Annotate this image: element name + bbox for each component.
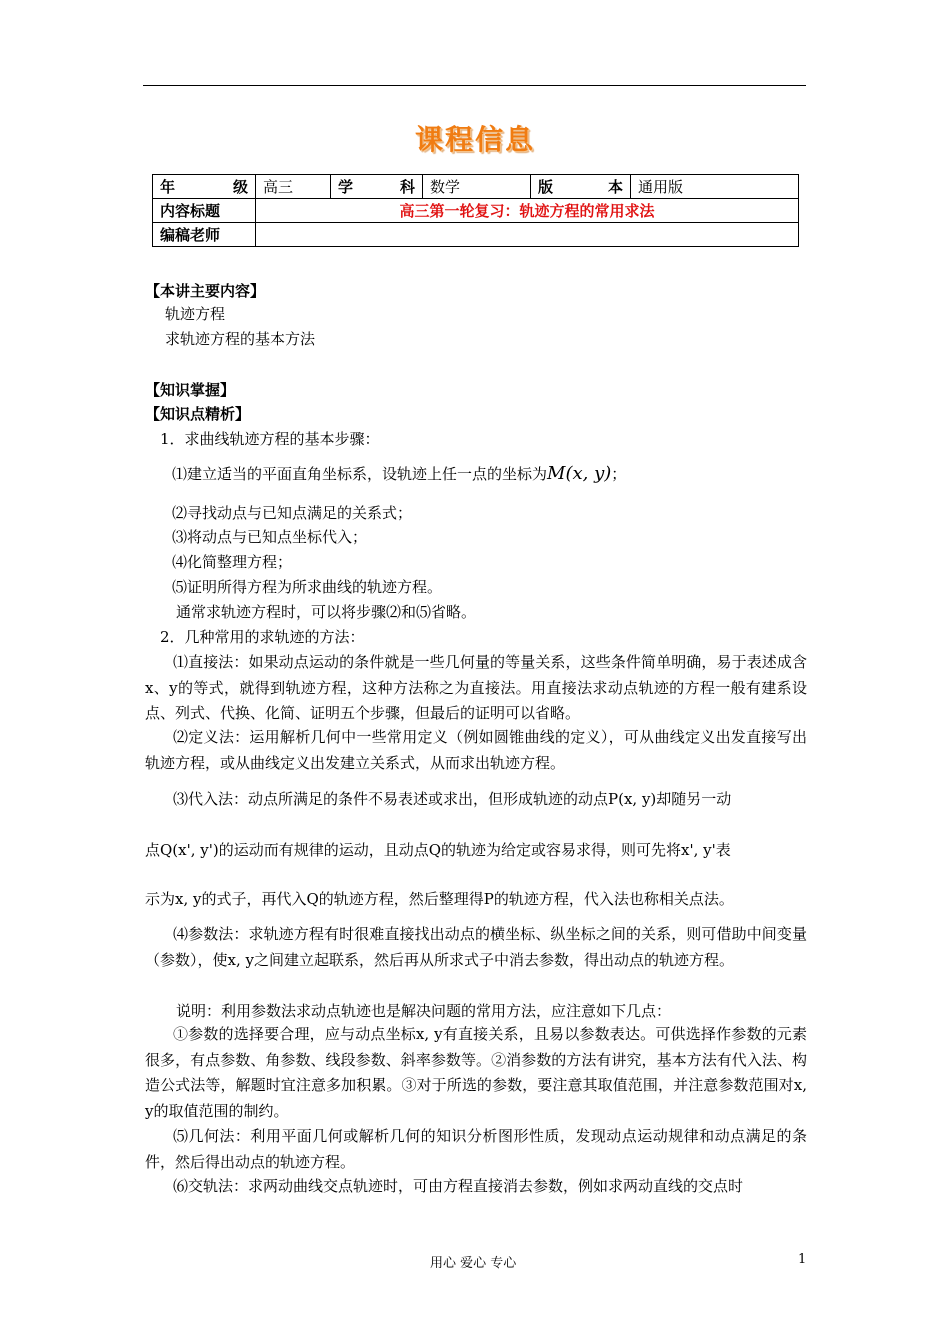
method-substitution-line3: 示为x, y的式子，再代入Q的轨迹方程，然后整理得P的轨迹方程，代入法也称相关点法。 bbox=[145, 890, 734, 908]
step-2: ⑵寻找动点与已知点满足的关系式； bbox=[172, 504, 413, 522]
knowledge-points-heading: 【知识点精析】 bbox=[145, 405, 251, 423]
subject-value: 数学 bbox=[423, 175, 531, 199]
note-title: 说明：利用参数法求动点轨迹也是解决问题的常用方法，应注意如下几点： bbox=[176, 1002, 672, 1020]
math-M: M(x, y) bbox=[547, 463, 612, 484]
main-content-item: 轨迹方程 bbox=[165, 305, 226, 323]
method-substitution-line2: 点Q(x', y')的运动而有规律的运动，且动点Q的轨迹为给定或容易求得，则可先将x', y'表 bbox=[145, 841, 731, 859]
method-substitution-line1: ⑶代入法：动点所满足的条件不易表述或求出，但形成轨迹的动点P(x, y)却随另一动 bbox=[173, 790, 732, 808]
step-4: ⑷化简整理方程； bbox=[172, 553, 293, 571]
page-title: 课程信息 bbox=[414, 123, 535, 156]
header-rule bbox=[143, 85, 806, 86]
subject-label: 学 科 bbox=[331, 175, 423, 199]
main-content-heading: 【本讲主要内容】 bbox=[145, 282, 266, 300]
edition-value: 通用版 bbox=[631, 175, 799, 199]
page-number: 1 bbox=[798, 1252, 807, 1267]
section2-title: 2．几种常用的求轨迹的方法： bbox=[160, 628, 365, 646]
grade-label: 年 级 bbox=[153, 175, 256, 199]
footer-slogan: 用心 爱心 专心 bbox=[430, 1256, 517, 1271]
editor-value bbox=[256, 223, 799, 247]
main-content-item: 求轨迹方程的基本方法 bbox=[165, 330, 316, 348]
course-info-table bbox=[152, 174, 799, 247]
step-1: ⑴建立适当的平面直角坐标系，设轨迹上任一点的坐标为M(x, y)； bbox=[172, 463, 627, 484]
section1-title: 1．求曲线轨迹方程的基本步骤： bbox=[160, 430, 380, 448]
method-direct: ⑴直接法：如果动点运动的条件就是一些几何量的等量关系，这些条件简单明确，易于表述成含x、y的等式，就得到轨迹方程，这种方法称之为直接法。用直接法求动点轨迹的方程一般有建系设点、列式、代换、化简、证明五个步骤，但最后的证明可以省略。 bbox=[145, 653, 807, 722]
method-intersection: ⑹交轨法：求两动曲线交点轨迹时，可由方程直接消去参数，例如求两动直线的交点时 bbox=[173, 1177, 744, 1195]
knowledge-heading: 【知识掌握】 bbox=[145, 381, 236, 399]
step-5: ⑸证明所得方程为所求曲线的轨迹方程。 bbox=[172, 578, 443, 596]
note-body: ①参数的选择要合理，应与动点坐标x, y有直接关系，且易以参数表达。可供选择作参数的元素很多，有点参数、角参数、线段参数、斜率参数等。②消参数的方法有讲究，基本方法有代入法、构造公式法等，解题时宜注意多加积累。③对于所选的参数，要注意其取值范围，并注意参数范围对x, y的取值范围的制约。 bbox=[145, 1025, 807, 1120]
editor-label: 编稿老师 bbox=[153, 223, 256, 247]
edition-label: 版 本 bbox=[531, 175, 631, 199]
step-note: 通常求轨迹方程时，可以将步骤⑵和⑸省略。 bbox=[176, 603, 477, 621]
method-definition: ⑵定义法：运用解析几何中一些常用定义（例如圆锥曲线的定义），可从曲线定义出发直接写出轨迹方程，或从曲线定义出发建立关系式，从而求出轨迹方程。 bbox=[145, 728, 807, 772]
topic-value: 高三第一轮复习：轨迹方程的常用求法 bbox=[256, 199, 799, 223]
method-parameter: ⑷参数法：求轨迹方程有时很难直接找出动点的横坐标、纵坐标之间的关系，则可借助中间变量（参数），使x, y之间建立起联系，然后再从所求式子中消去参数，得出动点的轨迹方程。 bbox=[145, 925, 807, 969]
method-geometry: ⑸几何法：利用平面几何或解析几何的知识分析图形性质，发现动点运动规律和动点满足的条件，然后得出动点的轨迹方程。 bbox=[145, 1127, 807, 1171]
step-3: ⑶将动点与已知点坐标代入； bbox=[172, 528, 368, 546]
grade-value: 高三 bbox=[256, 175, 331, 199]
topic-label: 内容标题 bbox=[153, 199, 256, 223]
